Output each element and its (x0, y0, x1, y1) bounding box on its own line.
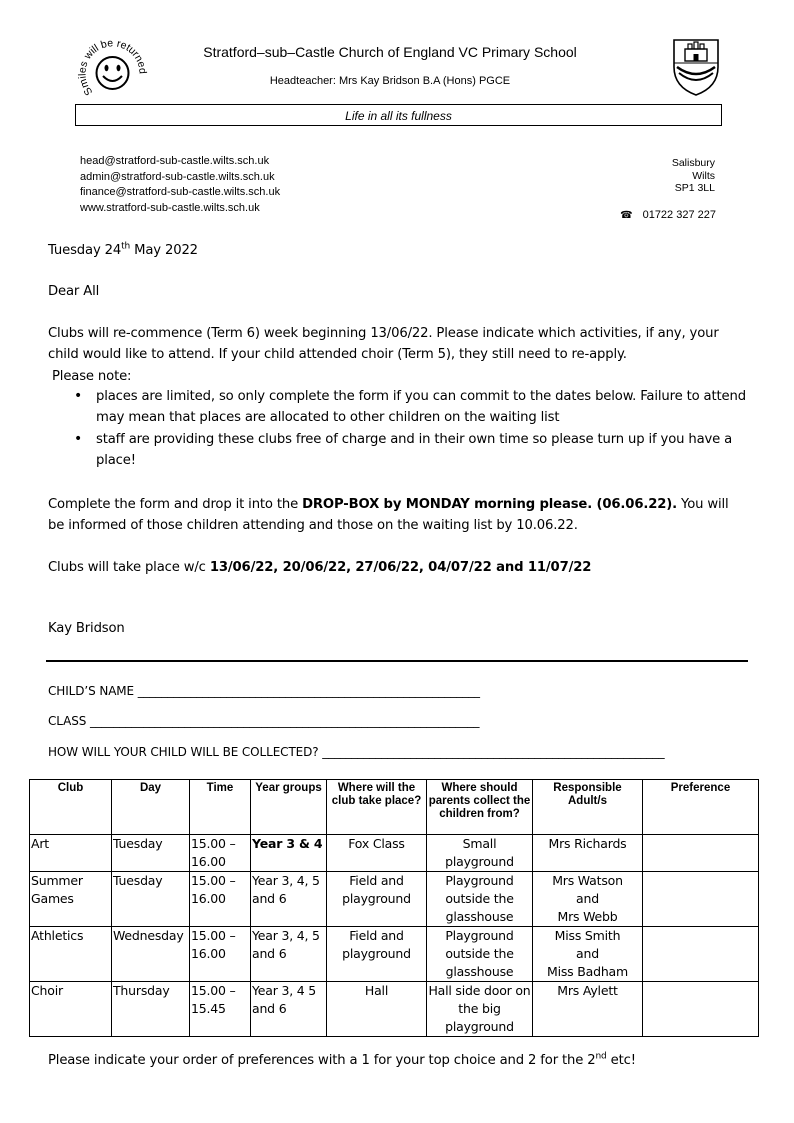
adults-cell: Mrs Richards (533, 835, 643, 872)
club-cell: Art (30, 835, 112, 872)
motto-banner: Life in all its fullness (75, 104, 722, 126)
club-cell: Summer Games (30, 872, 112, 927)
table-row (30, 982, 759, 1037)
school-crest-icon (671, 37, 721, 97)
column-header: Responsible Adult/s (533, 780, 643, 835)
years-cell: Year 3, 4, 5 and 6 (251, 872, 327, 927)
address (672, 157, 715, 195)
where-cell: Field and playground (327, 927, 427, 982)
email-head: head@stratford-sub-castle.wilts.sch.uk (80, 155, 270, 167)
class-field[interactable]: CLASS __________________________________________________________________ (48, 714, 480, 728)
time-cell: 15.00 – 15.45 (190, 982, 251, 1037)
email-admin: admin@stratford-sub-castle.wilts.sch.uk (80, 170, 275, 183)
address-line: Salisbury (671, 157, 715, 169)
greeting: Dear All (48, 284, 100, 299)
letter-date: Tuesday 24th May 2022 (48, 241, 198, 258)
column-header: Where should parents collect the children from? (427, 780, 533, 835)
dropbox-paragraph: Complete the form and drop it into the DROP-BOX by MONDAY morning please. (06.06.22). You will be informed of those children attending and those on the waiting list by 10.06.22. (48, 497, 729, 533)
where-cell: Field and playground (327, 872, 427, 927)
day-cell: Tuesday (112, 835, 190, 872)
clubs-dates: Clubs will take place w/c 13/06/22, 20/06/22, 27/06/22, 04/07/22 and 11/07/22 (48, 560, 592, 575)
adults-cell: Miss Smith and Miss Badham (533, 927, 643, 982)
preference-cell[interactable] (643, 982, 759, 1037)
preference-cell[interactable] (643, 835, 759, 872)
where-cell: Fox Class (327, 835, 427, 872)
phone-icon: ☎ (620, 210, 633, 221)
preference-cell[interactable] (643, 872, 759, 927)
collection-field[interactable]: HOW WILL YOUR CHILD WILL BE COLLECTED? __________________________________________________________ (48, 745, 665, 759)
column-header: Day (112, 780, 190, 835)
table-row (30, 872, 759, 927)
notes-list (48, 386, 748, 472)
phone-number: 01722 327 227 (642, 209, 716, 221)
clubs-table (29, 779, 759, 1037)
collect-cell: Playground outside the glasshouse (427, 927, 533, 982)
column-header: Where will the club take place? (327, 780, 427, 835)
preference-cell[interactable] (643, 927, 759, 982)
table-row (30, 835, 759, 872)
phone (620, 209, 716, 221)
smiley-logo-icon (75, 34, 150, 109)
column-header: Year groups (251, 780, 327, 835)
child-name-field[interactable]: CHILD’S NAME __________________________________________________________ (48, 684, 480, 698)
time-cell: 15.00 – 16.00 (190, 835, 251, 872)
years-cell: Year 3, 4, 5 and 6 (251, 927, 327, 982)
where-cell: Hall (327, 982, 427, 1037)
table-header-row (30, 780, 759, 835)
intro-paragraph: Clubs will re-commence (Term 6) week beginning 13/06/22. Please indicate which activities, if any, your child would like to attend. If your child attended choir (Term 5), they still need to re-apply. (48, 326, 719, 362)
signature: Kay Bridson (48, 621, 125, 636)
collect-cell: Small playground (427, 835, 533, 872)
day-cell: Tuesday (112, 872, 190, 927)
day-cell: Thursday (112, 982, 190, 1037)
email-finance: finance@stratford-sub-castle.wilts.sch.uk (80, 186, 281, 198)
footer-note: Please indicate your order of preferences with a 1 for your top choice and 2 for the 2nd etc! (48, 1051, 636, 1068)
list-item: • places are limited, so only complete the form if you can commit to the dates below. Failure to attend may mean that places are allocated to other children on the waiting list (48, 386, 748, 428)
list-item: • staff are providing these clubs free of charge and in their own time so please turn up if you have a place! (48, 429, 748, 471)
club-cell: Athletics (30, 927, 112, 982)
collect-cell: Hall side door on the big playground (427, 982, 533, 1037)
headteacher: Headteacher: Mrs Kay Bridson B.A (Hons) PGCE (269, 75, 511, 87)
note-label: Please note: (52, 369, 132, 384)
school-name: Stratford–sub–Castle Church of England VC Primary School (203, 44, 577, 60)
time-cell: 15.00 – 16.00 (190, 927, 251, 982)
years-cell: Year 3 & 4 (251, 835, 327, 872)
contact-emails (80, 154, 280, 216)
years-cell: Year 3, 4 5 and 6 (251, 982, 327, 1037)
column-header: Club (30, 780, 112, 835)
address-line: SP1 3LL (674, 182, 715, 194)
column-header: Time (190, 780, 251, 835)
adults-cell: Mrs Watson and Mrs Webb (533, 872, 643, 927)
club-cell: Choir (30, 982, 112, 1037)
website: www.stratford-sub-castle.wilts.sch.uk (80, 201, 260, 214)
column-header: Preference (643, 780, 759, 835)
table-row (30, 927, 759, 982)
logo-text: Smiles will be returned (76, 37, 149, 98)
collect-cell: Playground outside the glasshouse (427, 872, 533, 927)
adults-cell: Mrs Aylett (533, 982, 643, 1037)
divider (46, 660, 748, 662)
day-cell: Wednesday (112, 927, 190, 982)
address-line: Wilts (692, 169, 715, 182)
time-cell: 15.00 – 16.00 (190, 872, 251, 927)
